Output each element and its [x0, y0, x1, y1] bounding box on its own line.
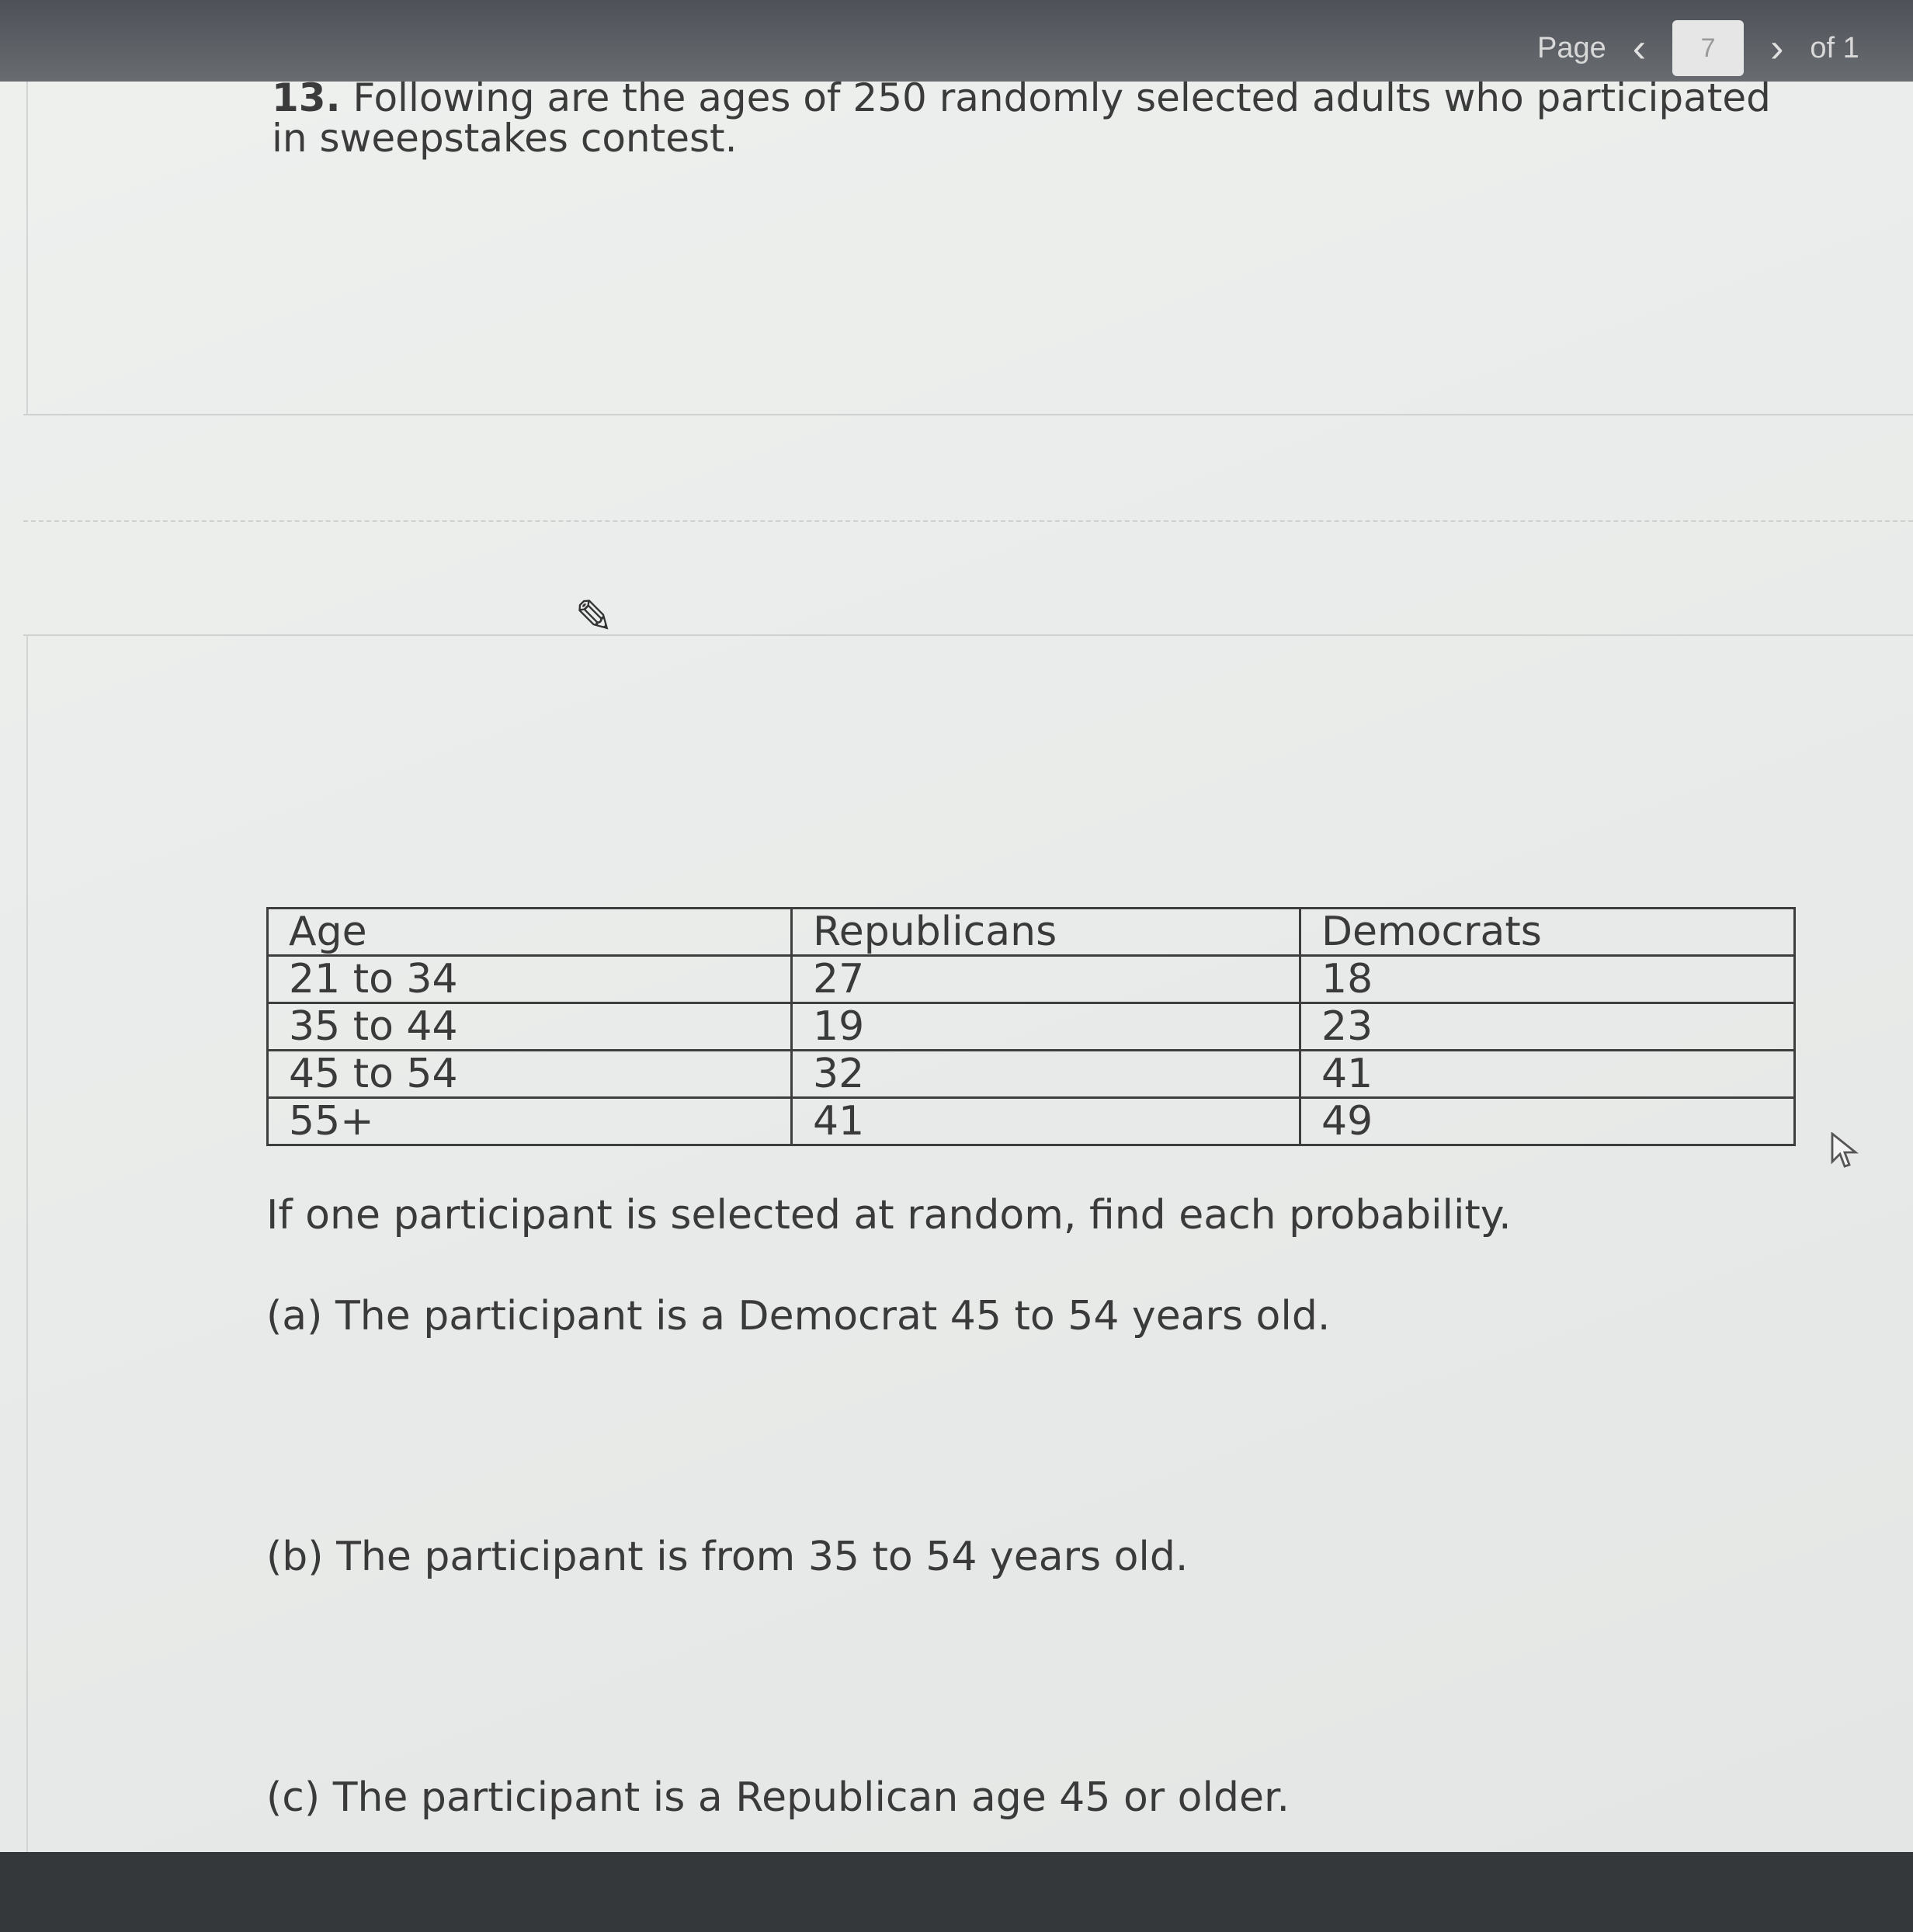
table-row: [268, 1051, 1795, 1098]
table-cell: 49: [1300, 1098, 1795, 1145]
table-row: [268, 956, 1795, 1003]
top-toolbar: [0, 0, 1913, 85]
margin-line: [26, 82, 28, 415]
question-number: 13.: [272, 75, 341, 120]
page-total-label: of 1: [1810, 31, 1859, 64]
table-cell: 45 to 54: [268, 1051, 792, 1098]
page-label: Page: [1537, 31, 1606, 64]
data-table: [266, 907, 1796, 1146]
table-cell: 21 to 34: [268, 956, 792, 1003]
table-row: [268, 1003, 1795, 1051]
table-cell: 41: [1300, 1051, 1795, 1098]
table-header-cell: Age: [268, 909, 792, 956]
table-row: [268, 1098, 1795, 1145]
table-header-cell: Democrats: [1300, 909, 1795, 956]
table-header-row: [268, 909, 1795, 956]
chevron-left-icon[interactable]: ‹: [1632, 26, 1647, 71]
divider: [23, 634, 1913, 636]
table-header-cell: Republicans: [792, 909, 1300, 956]
margin-line: [26, 634, 28, 1852]
table-cell: 32: [792, 1051, 1300, 1098]
table-cell: 23: [1300, 1003, 1795, 1051]
divider: [23, 520, 1913, 522]
mouse-pointer-icon: [1831, 1132, 1859, 1178]
pen-cursor-icon: ✎: [575, 590, 614, 645]
page-navigator: [1537, 17, 1859, 79]
question-text: [272, 75, 1786, 161]
part-a-text: (a) The participant is a Democrat 45 to 54 years old.: [266, 1293, 1331, 1340]
table-cell: 55+: [268, 1098, 792, 1145]
divider: [23, 414, 1913, 415]
table-cell: 41: [792, 1098, 1300, 1145]
bottom-bezel: [0, 1852, 1913, 1932]
question-body: Following are the ages of 250 randomly selected adults who participated in sweepstakes contest.: [272, 75, 1771, 161]
page-number-input[interactable]: 7: [1672, 20, 1744, 76]
table-cell: 18: [1300, 956, 1795, 1003]
table-cell: 27: [792, 956, 1300, 1003]
table-cell: 19: [792, 1003, 1300, 1051]
chevron-right-icon[interactable]: ›: [1770, 26, 1784, 71]
table-cell: 35 to 44: [268, 1003, 792, 1051]
part-b-text: (b) The participant is from 35 to 54 years old.: [266, 1534, 1189, 1580]
part-c-text: (c) The participant is a Republican age 45 or older.: [266, 1774, 1290, 1821]
instruction-text: If one participant is selected at random, find each probability.: [266, 1192, 1512, 1239]
